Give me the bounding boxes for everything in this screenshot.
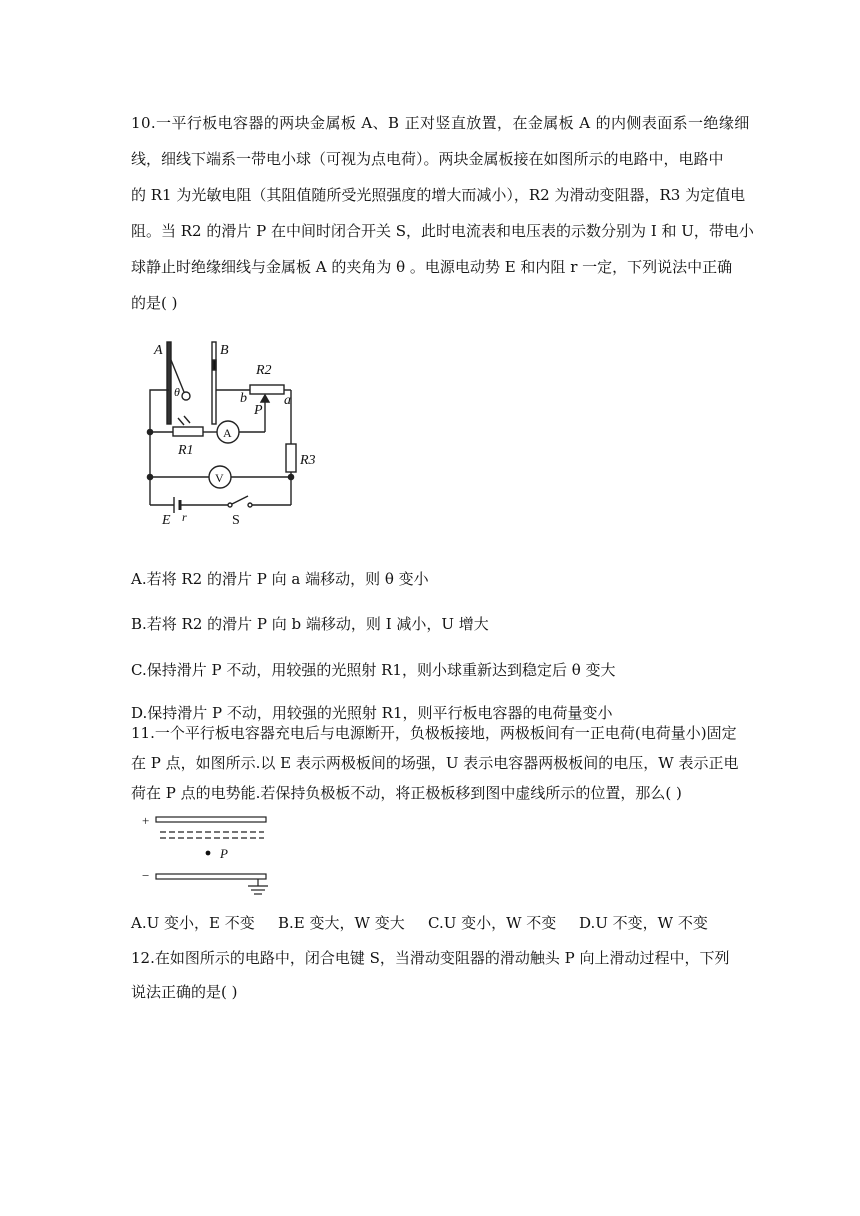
q10-line-5: 球静止时绝缘细线与金属板 A 的夹角为 θ 。电源电动势 E 和内阻 r 一定，下列说法中正确 [131,258,733,276]
label-a-end: a [284,393,291,408]
label-voltmeter: V [215,471,224,485]
label-r3: R3 [300,453,316,468]
q10-line-1: 10.一平行板电容器的两块金属板 A、B 正对竖直放置，在金属板 A 的内侧表面系一绝缘细 [131,114,750,132]
label-point-p: P [220,846,228,861]
label-switch-s: S [232,513,240,528]
label-ammeter: A [223,426,232,440]
q11-capacitor-figure [140,812,280,898]
r3-resistor [286,444,296,472]
q11-option-d[interactable]: D.U 不变，W 不变 [579,914,708,932]
label-b-end: b [240,391,247,406]
label-r2 [255,363,272,378]
q11-line-3: 荷在 P 点的电势能.若保持负极板不动，将正极板移到图中虚线所示的位置，那么( ) [131,784,682,802]
q11-options-row [131,912,708,933]
r2-rheostat [250,385,284,394]
point-p-dot [206,851,211,856]
q10-option-d[interactable]: D.保持滑片 P 不动，用较强的光照射 R1，则平行板电容器的电荷量变小 [131,704,613,722]
label-minus: − [142,868,150,883]
q10-option-c[interactable]: C.保持滑片 P 不动，用较强的光照射 R1，则小球重新达到稳定后 θ 变大 [131,661,616,679]
label-r2-text: R2 [256,363,272,378]
question-10 [131,108,754,324]
label-plate-b: B [220,343,229,358]
label-theta: θ [174,385,180,399]
q12-line-2: 说法正确的是( ) [131,983,238,1001]
question-12 [131,941,736,1009]
label-plate-a: A [154,343,163,358]
q10-line-6: 的是( ) [131,294,178,312]
q12-line-1: 12.在如图所示的电路中，闭合电键 S，当滑动变阻器的滑动触头 P 向上滑动过程中，下列 [131,949,730,967]
charged-ball [182,392,190,400]
positive-plate [156,817,266,822]
label-internal-r: r [182,510,187,524]
label-emf-e: E [162,513,171,528]
plate-a [167,342,171,424]
q10-option-a[interactable]: A.若将 R2 的滑片 P 向 a 端移动，则 θ 变小 [131,570,429,588]
q11-line-1: 11.一个平行板电容器充电后与电源断开，负极板接地，两极板间有一正电荷(电荷量小)固定 [131,724,737,742]
label-slider-p: P [254,403,263,418]
q11-option-c[interactable]: C.U 变小，W 不变 [428,914,557,932]
plate-b [212,342,216,424]
q10-circuit-figure [140,338,340,533]
label-plus: + [142,813,150,828]
q10-option-b[interactable]: B.若将 R2 的滑片 P 向 b 端移动，则 I 减小，U 增大 [131,615,489,633]
q10-line-3: 的 R1 为光敏电阻（其阻值随所受光照强度的增大而减小），R2 为滑动变阻器，R3 为定值电 [131,186,746,204]
r1-photoresistor [173,427,203,436]
q11-option-b[interactable]: B.E 变大，W 变大 [278,914,405,932]
negative-plate [156,874,266,879]
q10-line-4: 阻。当 R2 的滑片 P 在中间时闭合开关 S，此时电流表和电压表的示数分别为 I 和 U，带电小 [131,222,754,240]
q11-option-a[interactable]: A.U 变小，E 不变 [131,914,255,932]
q11-line-2: 在 P 点，如图所示.以 E 表示两极板间的场强，U 表示电容器两极板间的电压，W 表示正电 [131,754,739,772]
question-11 [131,718,739,808]
q10-line-2: 线，细线下端系一带电小球（可视为点电荷）。两块金属板接在如图所示的电路中，电路中 [131,150,724,168]
label-r1: R1 [178,443,194,458]
